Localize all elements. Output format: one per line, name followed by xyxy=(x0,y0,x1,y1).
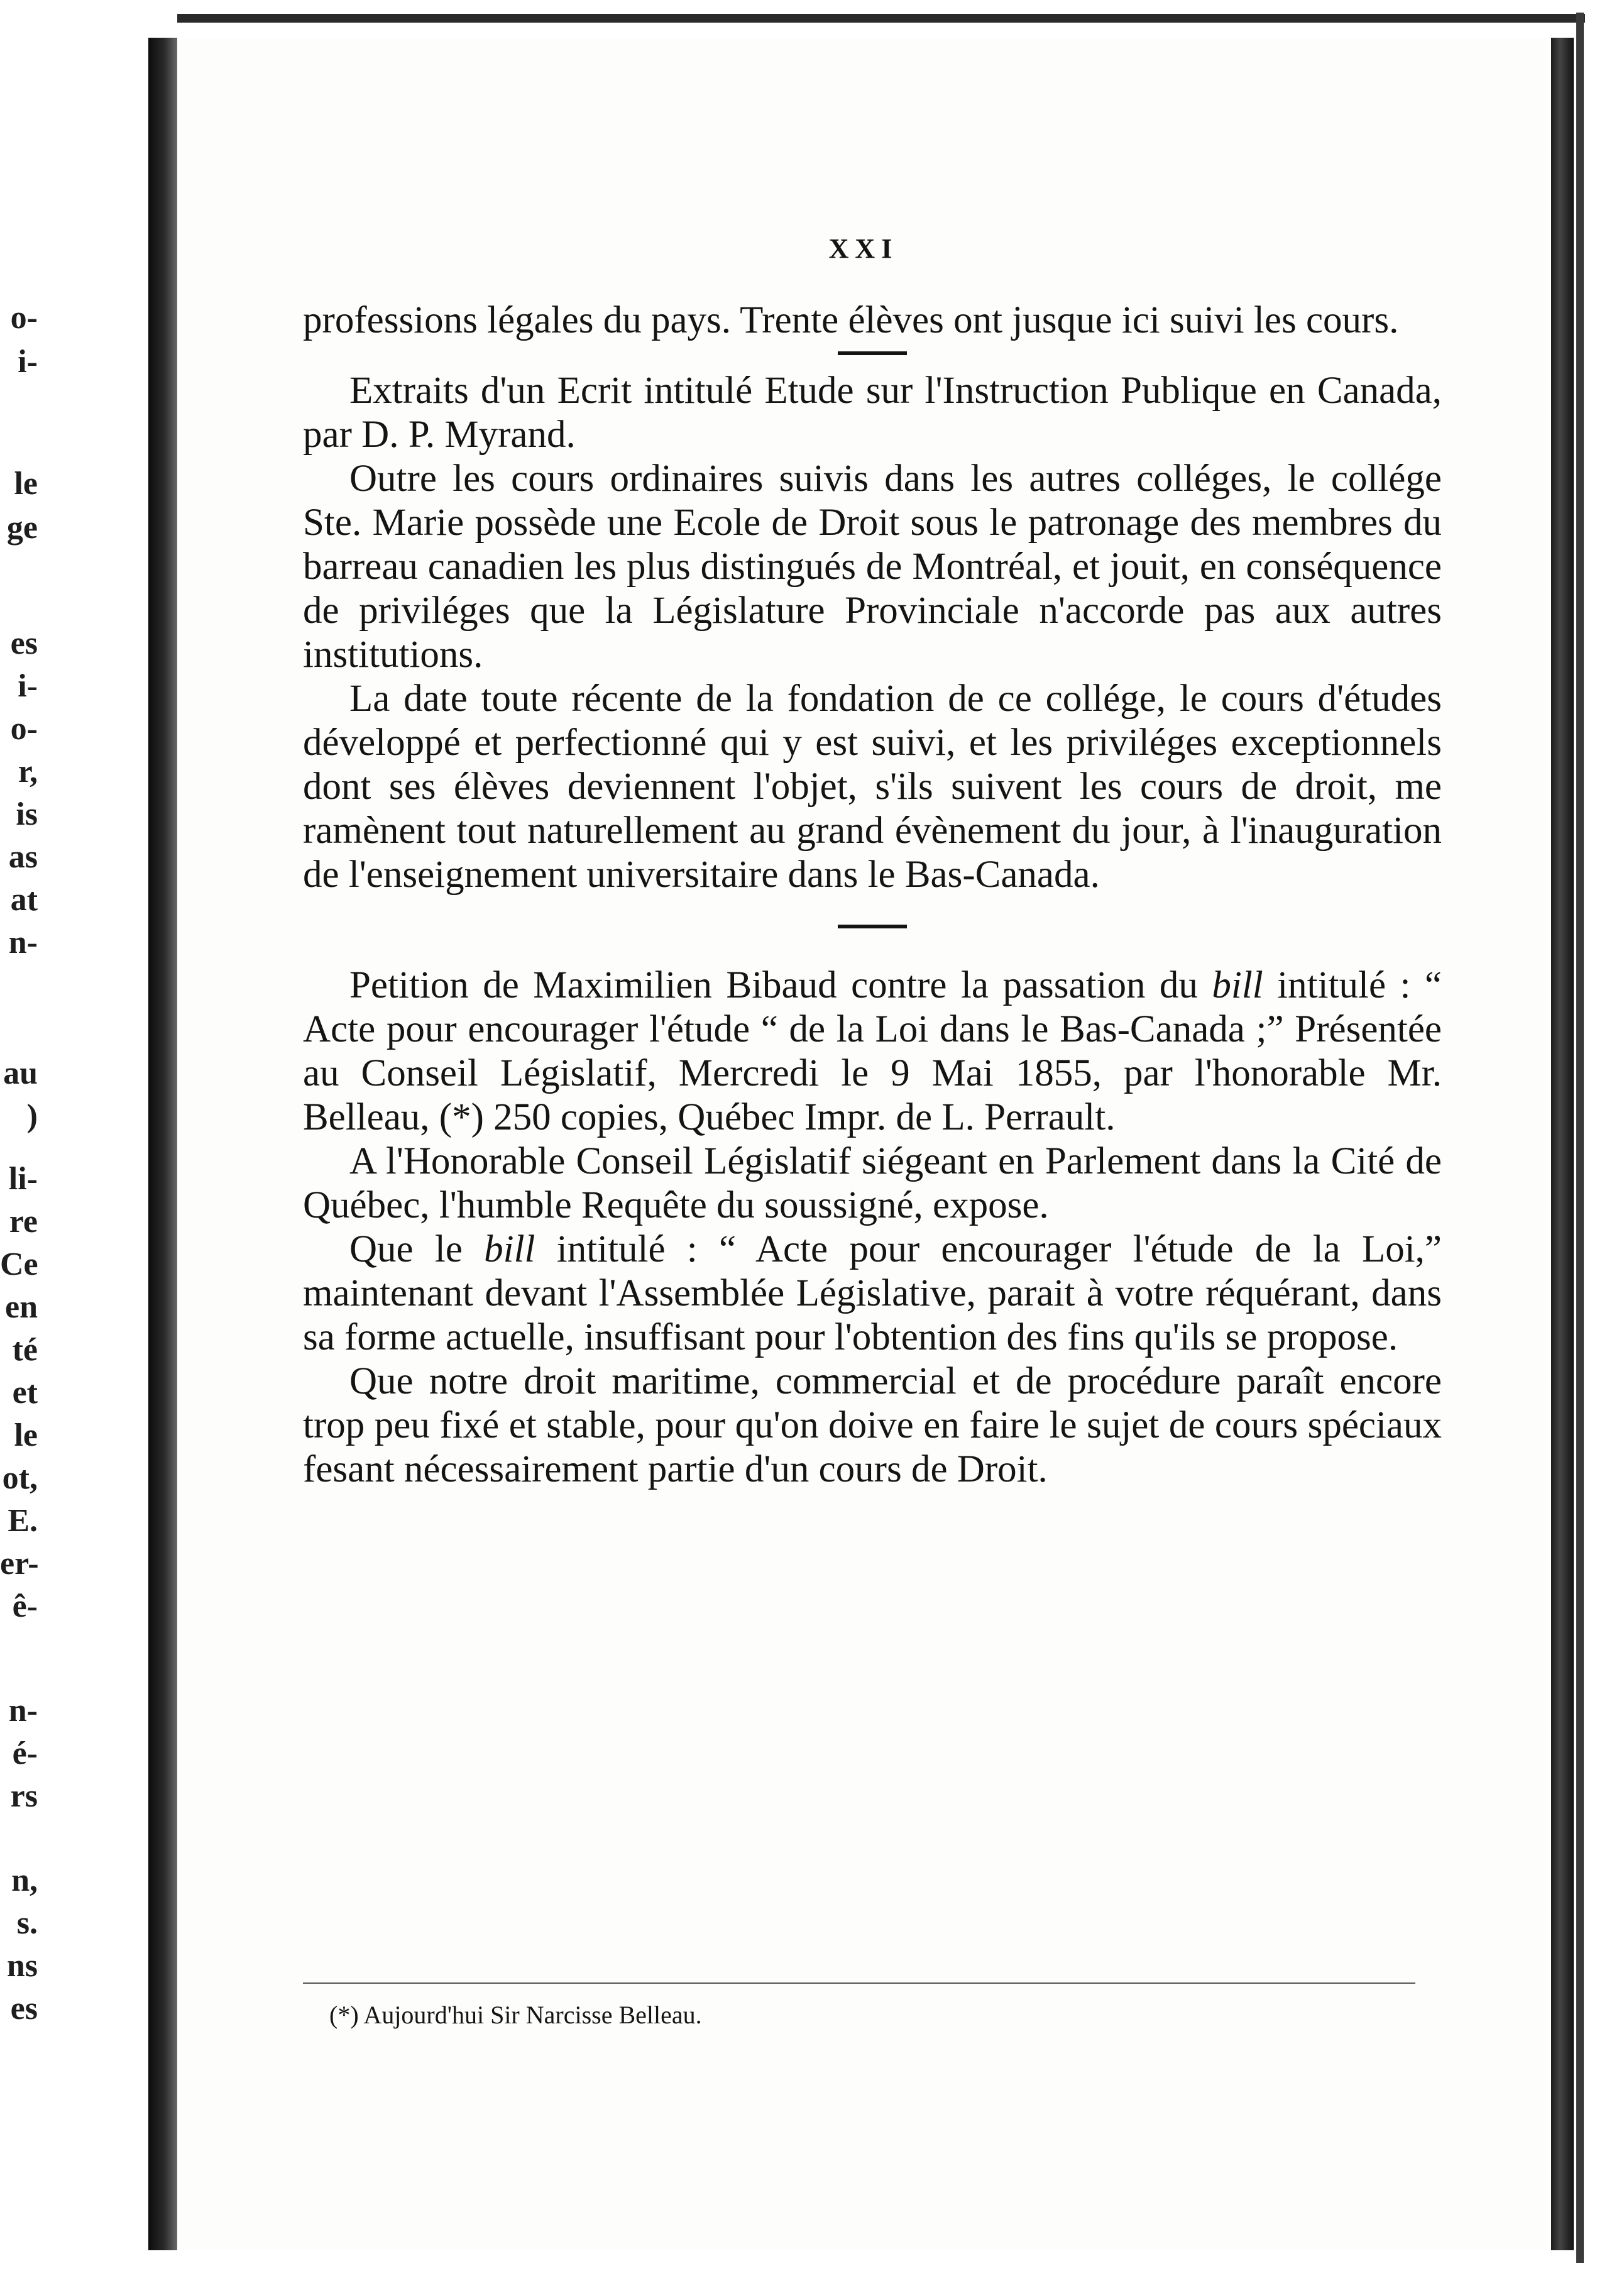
left-page-fragment: au xyxy=(3,1055,38,1091)
page-body xyxy=(303,299,1442,1492)
left-page-fragment: n, xyxy=(11,1862,38,1898)
section-divider xyxy=(838,351,907,355)
left-page-fragment: re xyxy=(9,1204,38,1240)
top-edge-shadow xyxy=(177,14,1585,23)
book-page xyxy=(180,38,1547,2250)
left-page-fragment: o- xyxy=(10,711,38,747)
left-page-fragment: es xyxy=(10,1991,38,2026)
left-page-fragment: o- xyxy=(10,300,38,336)
left-page-fragment: i- xyxy=(18,668,38,704)
paragraph-text: intitulé : “ Acte pour encourager l'étude “ de la Loi dans le Bas-Canada ;” Présentée au Conseil Législatif, Mercredi le 9 Mai 1855, par l'honorable Mr. Belleau, (*) 250 copies, Québec Impr. de L. Perrault. xyxy=(303,964,1442,1138)
section-divider xyxy=(838,925,907,928)
paragraph: La date toute récente de la fondation de ce collége, le cours d'études développé et perfectionné qui y est suivi, et les priviléges exceptionnels dont ses élèves deviennent l'objet, s'ils suivent les cours de droit, me ramènent tout naturellement au grand évènement du jour, à l'inauguration de l'enseignement universitaire dans le Bas-Canada. xyxy=(303,678,1442,896)
left-page-fragment: ge xyxy=(6,510,38,546)
paragraph: Outre les cours ordinaires suivis dans les autres colléges, le collége Ste. Marie possède une Ecole de Droit sous le patronage des membres du barreau canadien les plus distingués de Montréal, et jouit, en conséquence de priviléges que la Législature Provinciale n'accorde pas aux autres institutions. xyxy=(303,458,1442,676)
left-page-fragment: es xyxy=(10,625,38,661)
paragraph-text: intitulé : “ Acte pour encourager l'étude de la Loi,” maintenant devant l'Assemblée Législative, parait à votre réquérant, dans sa forme actuelle, insuffisant pour l'obtention des fins qu'ils se propose. xyxy=(303,1228,1442,1358)
left-page-fragment: en xyxy=(5,1289,38,1325)
left-page-fragment: ns xyxy=(6,1948,38,1984)
left-page-fragment: n- xyxy=(8,1693,38,1729)
footnote: (*) Aujourd'hui Sir Narcisse Belleau. xyxy=(329,2001,702,2029)
left-page-fragment: et xyxy=(12,1375,38,1410)
left-page-fragment: Ce xyxy=(0,1246,38,1282)
left-page-fragment: li- xyxy=(8,1161,38,1197)
left-page-fragment: i- xyxy=(18,344,38,380)
left-page-fragment: té xyxy=(12,1332,38,1368)
paragraph xyxy=(303,964,1442,1140)
page-stack-edge xyxy=(1551,38,1574,2250)
left-page-fragment: é- xyxy=(12,1735,38,1771)
paragraph-text: Petition de Maximilien Bibaud contre la passation du xyxy=(349,964,1198,1006)
left-page-fragment: ê- xyxy=(12,1588,38,1624)
paragraph: Que notre droit maritime, commercial et de procédure paraît encore trop peu fixé et stable, pour qu'on doive en faire le sujet de cours spéciaux fesant nécessairement partie d'un cours de Droit. xyxy=(303,1360,1442,1490)
left-page-sliver xyxy=(0,0,148,2293)
footnote-divider xyxy=(303,1982,1415,1984)
paragraph: Extraits d'un Ecrit intitulé Etude sur l'Instruction Publique en Canada, par D. P. Myrand. xyxy=(303,370,1442,456)
left-page-fragment: at xyxy=(10,882,38,918)
italic-term: bill xyxy=(484,1228,535,1270)
page-stack-edge-outer xyxy=(1576,13,1584,2263)
italic-term: bill xyxy=(1212,964,1263,1006)
left-page-fragment: rs xyxy=(10,1778,38,1814)
left-page-fragment: E. xyxy=(8,1503,38,1539)
left-page-fragment: r, xyxy=(18,754,38,789)
left-page-fragment: is xyxy=(16,796,38,832)
paragraph: A l'Honorable Conseil Législatif siégeant en Parlement dans la Cité de Québec, l'humble Requête du soussigné, expose. xyxy=(303,1140,1442,1226)
left-page-fragment: s. xyxy=(16,1905,38,1941)
left-page-fragment: n- xyxy=(8,925,38,960)
left-page-fragment: le xyxy=(14,466,38,502)
paragraph: professions légales du pays. Trente élèves ont jusque ici suivi les cours. xyxy=(303,299,1399,341)
left-page-fragment: ot, xyxy=(2,1460,38,1496)
book-binding xyxy=(148,38,177,2250)
left-page-fragment: ) xyxy=(26,1098,38,1134)
left-page-fragment: le xyxy=(14,1417,38,1453)
paragraph-text: Que le xyxy=(349,1228,463,1270)
left-page-fragment: as xyxy=(8,839,38,875)
left-page-fragment: er- xyxy=(0,1546,39,1581)
paragraph xyxy=(303,1228,1442,1360)
page-number: XXI xyxy=(828,233,899,264)
